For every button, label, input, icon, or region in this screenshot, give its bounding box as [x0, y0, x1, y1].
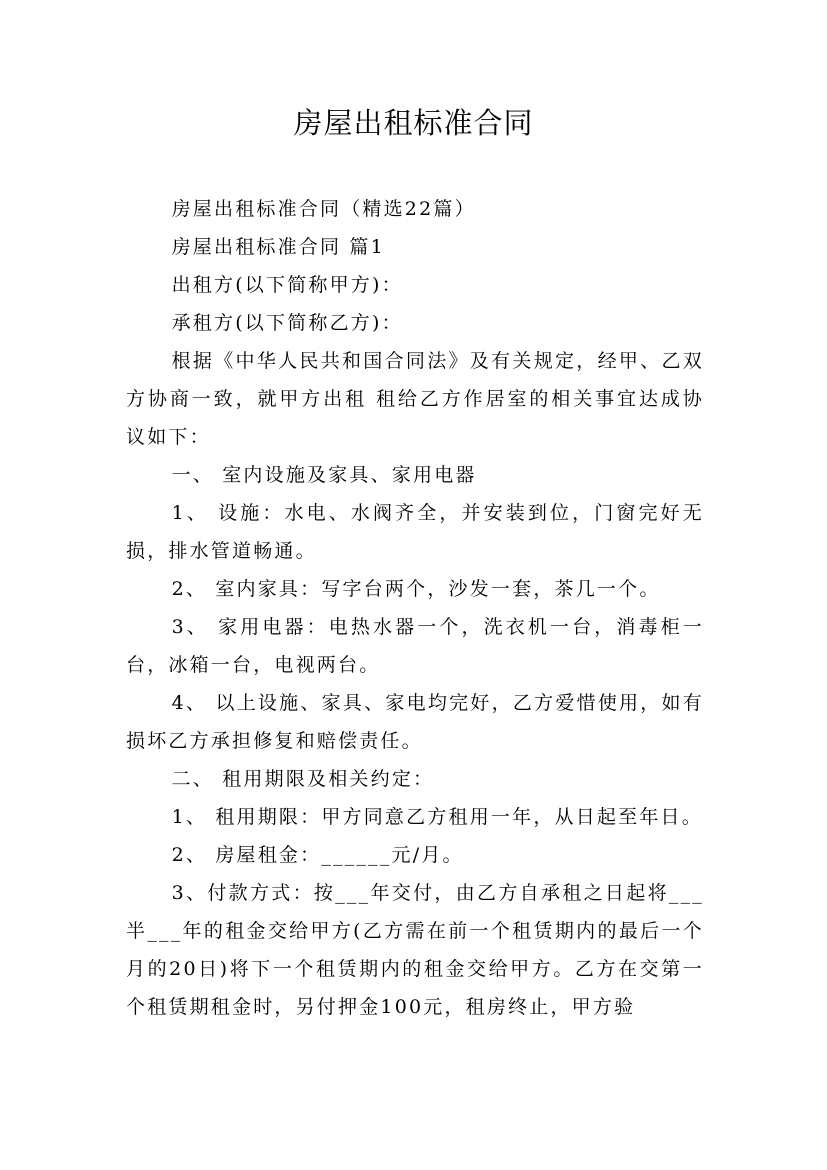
document-body — [126, 190, 704, 1026]
paragraph-clause-heading-2: 二、 租用期限及相关约定： — [171, 768, 435, 790]
document-title: 房屋出租标准合同 — [293, 106, 534, 140]
paragraph-clause-2-3: 3、付款方式：按___年交付，由乙方自承租之日起将___半___年的租金交给甲方(乙方需在前一个租赁期内的最后一个月的20日)将下一个租赁期内的租金交给甲方。乙方在交第一个租赁期租金时，另付押金100元，租房终止，甲方验 — [126, 882, 704, 1018]
paragraph-lessee: 承租方(以下简称乙方)： — [171, 312, 403, 334]
paragraph-clause-2-1: 1、 租用期限：甲方同意乙方租用一年，从日起至年日。 — [171, 806, 703, 828]
paragraph-clause-heading-1: 一、 室内设施及家具、家用电器 — [171, 464, 477, 486]
paragraph-lessor: 出租方(以下简称甲方)： — [171, 274, 403, 296]
paragraph-section-heading: 房屋出租标准合同 篇1 — [171, 236, 385, 258]
paragraph-clause-1-4: 4、 以上设施、家具、家电均完好，乙方爱惜使用，如有损坏乙方承担修复和赔偿责任。 — [126, 692, 704, 752]
paragraph-subtitle: 房屋出租标准合同（精选22篇） — [171, 198, 476, 220]
paragraph-clause-1-3: 3、 家用电器：电热水器一个，洗衣机一台，消毒柜一台，冰箱一台，电视两台。 — [126, 616, 704, 676]
paragraph-clause-1-2: 2、 室内家具：写字台两个，沙发一套，茶几一个。 — [171, 578, 661, 600]
paragraph-clause-1-1: 1、 设施：水电、水阀齐全，并安装到位，门窗完好无损，排水管道畅通。 — [126, 502, 704, 562]
paragraph-preamble: 根据《中华人民共和国合同法》及有关规定，经甲、乙双方协商一致，就甲方出租 租给乙方作居室的相关事宜达成协议如下： — [126, 350, 704, 448]
paragraph-clause-2-2: 2、 房屋租金：______元/月。 — [171, 844, 464, 866]
